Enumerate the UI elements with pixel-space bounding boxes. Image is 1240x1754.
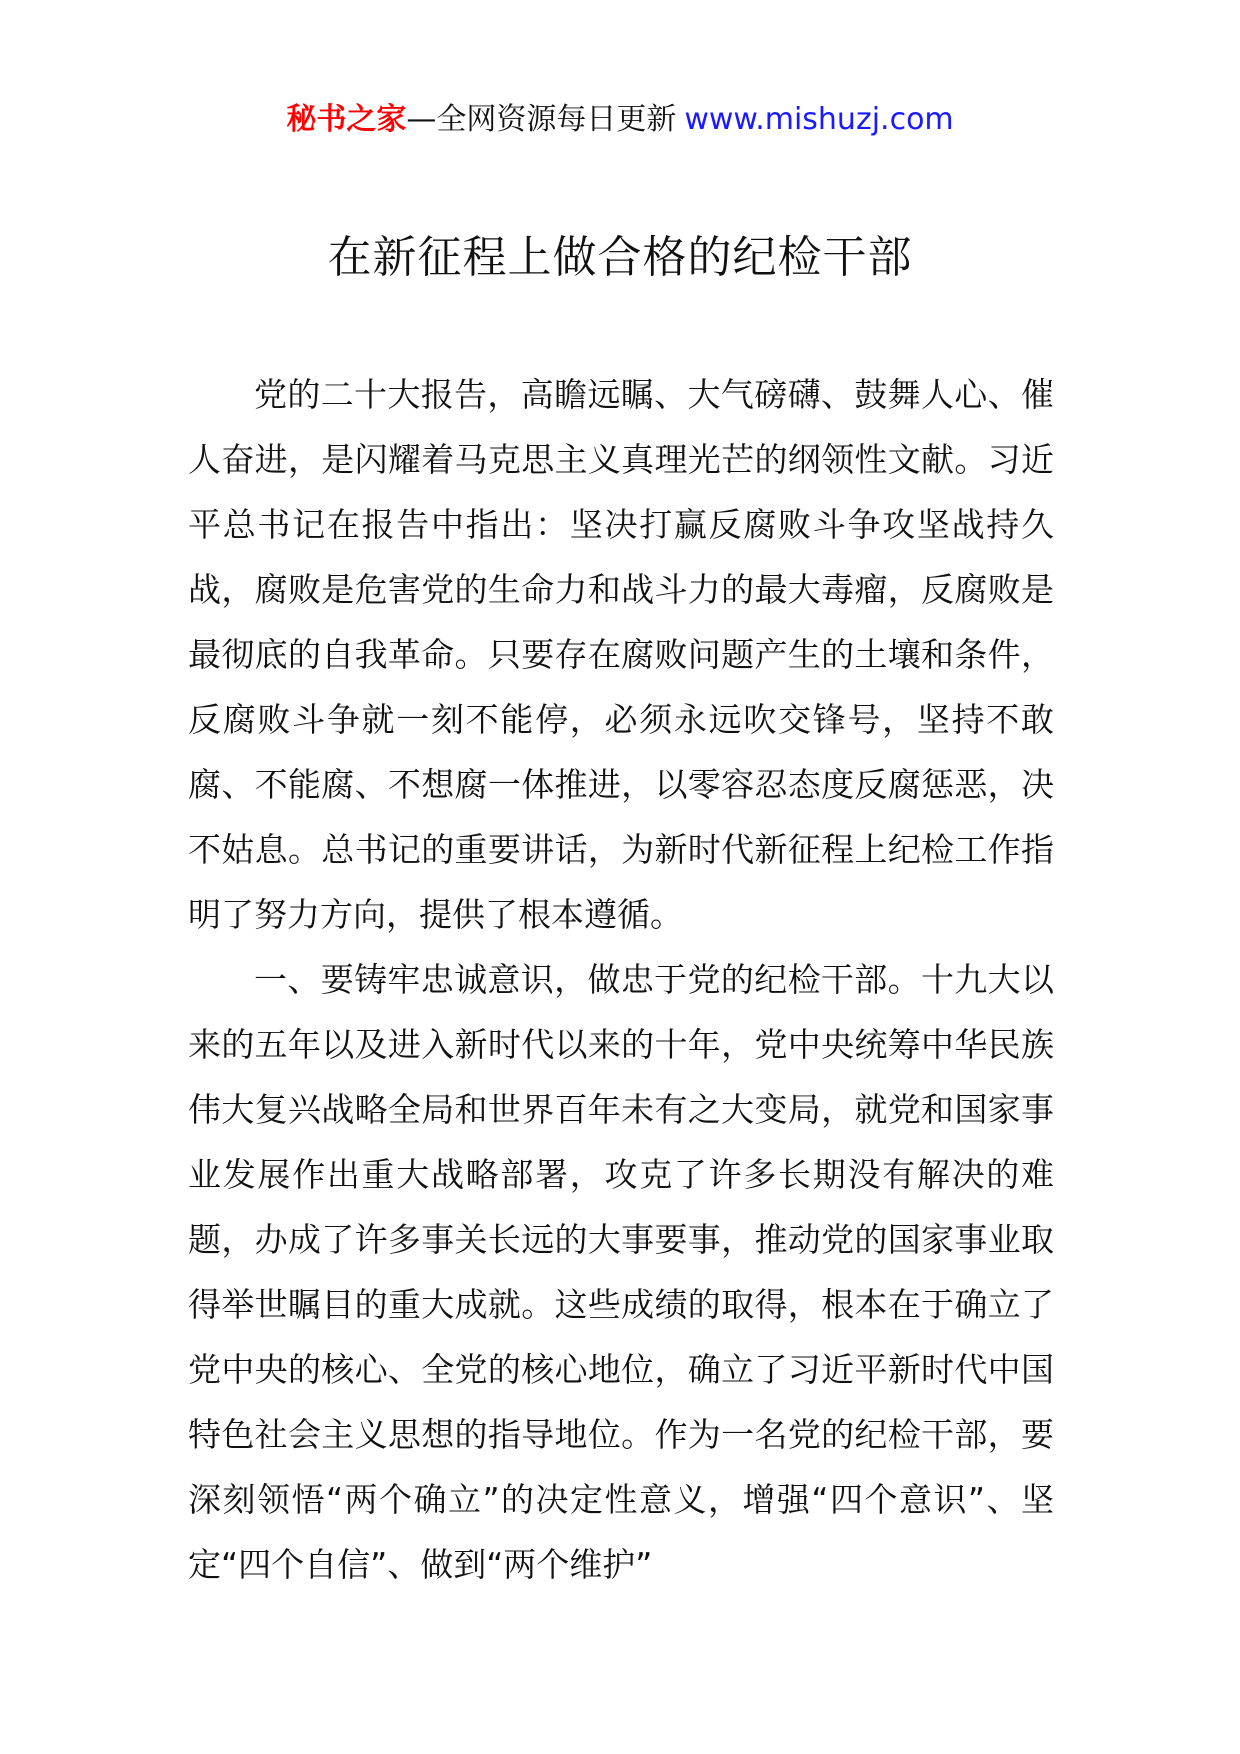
- document-title: 在新征程上做合格的纪检干部: [327, 232, 913, 283]
- site-url-link[interactable]: www.mishuzj.com: [684, 102, 954, 137]
- document-body: [188, 362, 1054, 1597]
- site-header: [0, 98, 1240, 142]
- header-slogan: —全网资源每日更新: [406, 102, 677, 137]
- paragraph-intro: 党的二十大报告，高瞻远瞩、大气磅礴、鼓舞人心、催人奋进，是闪耀着马克思主义真理光芒的纲领性文献。习近平总书记在报告中指出：坚决打赢反腐败斗争攻坚战持久战，腐败是危害党的生命力和战斗力的最大毒瘤，反腐败是最彻底的自我革命。只要存在腐败问题产生的土壤和条件，反腐败斗争就一刻不能停，必须永远吹交锋号，坚持不敢腐、不能腐、不想腐一体推进，以零容忍态度反腐惩恶，决不姑息。总书记的重要讲话，为新时代新征程上纪检工作指明了努力方向，提供了根本遵循。: [188, 375, 1054, 934]
- brand-name: 秘书之家: [286, 102, 407, 137]
- paragraph-section-one: 一、要铸牢忠诚意识，做忠于党的纪检干部。十九大以来的五年以及进入新时代以来的十年，党中央统筹中华民族伟大复兴战略全局和世界百年未有之大变局，就党和国家事业发展作出重大战略部署，攻克了许多长期没有解决的难题，办成了许多事关长远的大事要事，推动党的国家事业取得举世瞩目的重大成就。这些成绩的取得，根本在于确立了党中央的核心、全党的核心地位，确立了习近平新时代中国特色社会主义思想的指导地位。作为一名党的纪检干部，要深刻领悟“两个确立”的决定性意义，增强“四个意识”、坚定“四个自信”、做到“两个维护”: [188, 960, 1054, 1584]
